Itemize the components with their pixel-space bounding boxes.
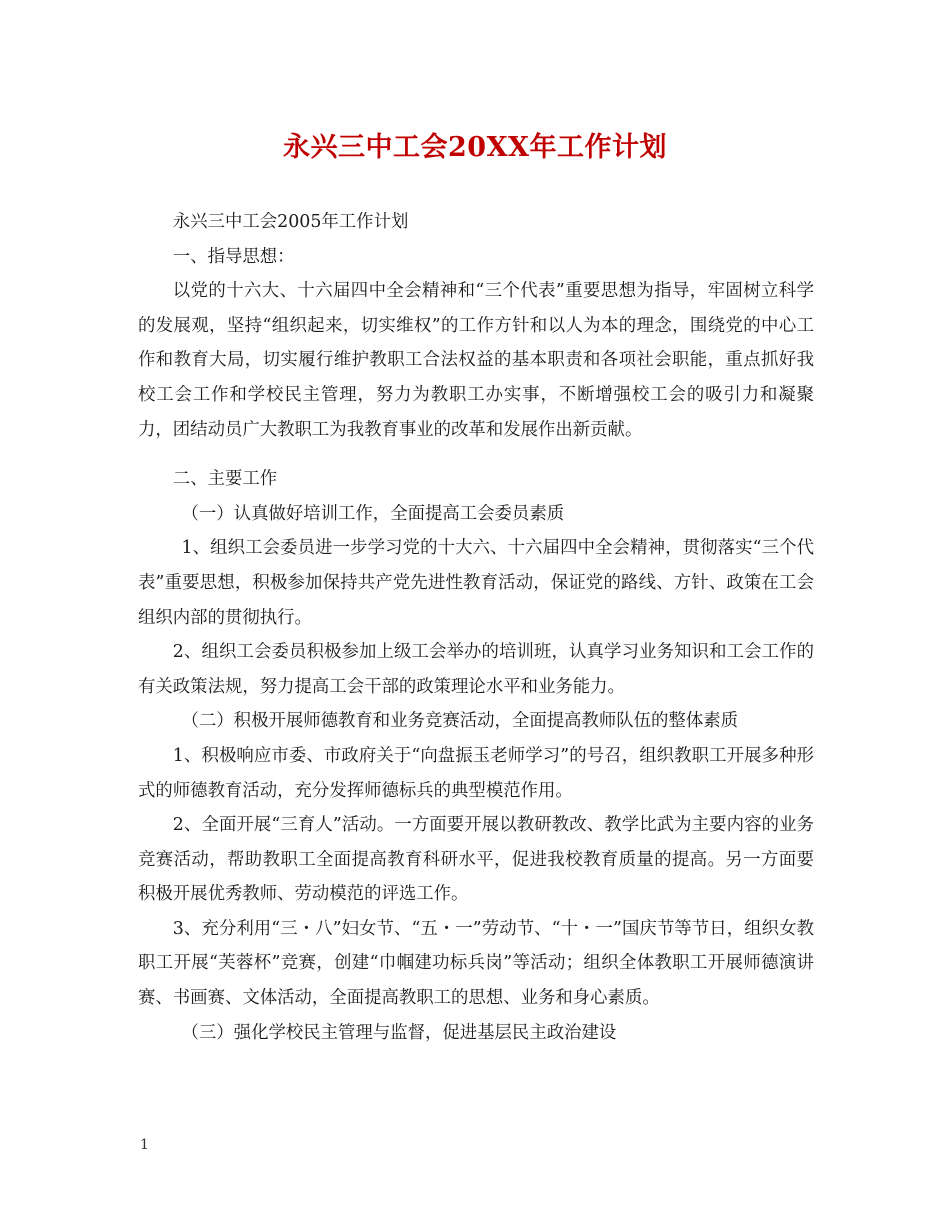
paragraph-guiding-ideology: 以党的十六大、十六届四中全会精神和“三个代表”重要思想为指导，牢固树立科学的发展观，坚持“组织起来，切实维权”的工作方针和以人为本的理念，围绕党的中心工作和教育大局，切实履行维护教职工合法权益的基本职责和各项社会职能，重点抓好我校工会工作和学校民主管理，努力为教职工办实事，不断增强校工会的吸引力和凝聚力，团结动员广大教职工为我教育事业的改革和发展作出新贡献。 — [138, 281, 814, 440]
document-subtitle: 永兴三中工会2005年工作计划 — [172, 212, 409, 232]
paragraph-ethics-item-3: 3、充分利用“三・八”妇女节、“五・一”劳动节、“十・一”国庆节等节日，组织女教职工开展“芙蓉杯”竞赛，创建“巾帼建功标兵岗”等活动；组织全体教职工开展师德演讲赛、书画赛、文体活动，全面提高教职工的思想、业务和身心素质。 — [138, 918, 814, 1009]
paragraph-training-item-2: 2、组织工会委员积极参加上级工会举办的培训班，认真学习业务知识和工会工作的有关政策法规，努力提高工会干部的政策理论水平和业务能力。 — [138, 642, 814, 697]
paragraph-ethics-item-1: 1、积极响应市委、市政府关于“向盘振玉老师学习”的号召，组织教职工开展多种形式的师德教育活动，充分发挥师德标兵的典型模范作用。 — [138, 745, 814, 801]
section-heading-main-work: 二、主要工作 — [172, 469, 278, 490]
subsection-heading-ethics-education: （二）积极开展师德教育和业务竞赛活动，全面提高教师队伍的整体素质 — [181, 711, 739, 732]
subsection-heading-democratic-management: （三）强化学校民主管理与监督，促进基层民主政治建设 — [181, 1022, 617, 1043]
paragraph-training-item-1: 1、组织工会委员进一步学习党的十大六、十六届四中全会精神，贯彻落实“三个代表”重要思想，积极参加保持共产党先进性教育活动，保证党的路线、方针、政策在工会组织内部的贯彻执行。 — [138, 538, 814, 628]
page-number: 1 — [140, 1137, 149, 1153]
section-heading-guiding-ideology: 一、指导思想： — [172, 246, 295, 267]
document-title: 永兴三中工会20XX年工作计划 — [283, 132, 667, 163]
subsection-heading-training: （一）认真做好培训工作，全面提高工会委员素质 — [181, 503, 565, 524]
document-body — [138, 205, 814, 1050]
paragraph-ethics-item-2: 2、全面开展“三育人”活动。一方面要开展以教研教改、教学比武为主要内容的业务竞赛活动，帮助教职工全面提高教育科研水平，促进我校教育质量的提高。另一方面要积极开展优秀教师、劳动模范的评选工作。 — [138, 815, 814, 905]
